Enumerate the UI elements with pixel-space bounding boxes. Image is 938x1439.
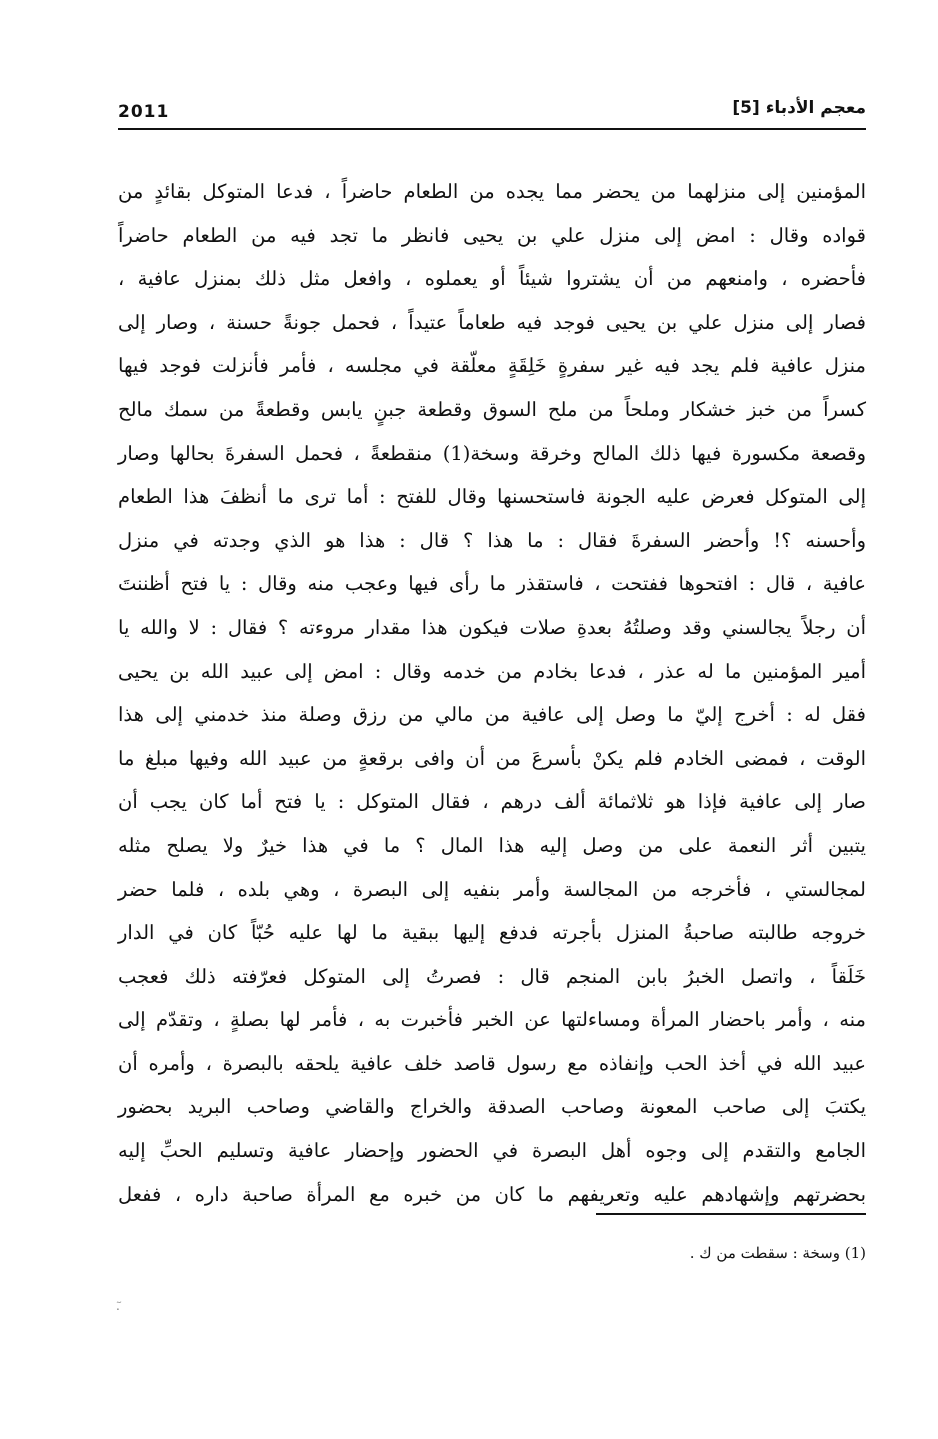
text-line: منه ، وأمر باحضار المرأة ومساءلتها عن الخبر فأخبرت به ، فأمر لها بصلةٍ ، وتقدّم إلى: [118, 1008, 866, 1032]
text-line: عبيد الله في أخذ الحب وإنفاذه مع رسول قاصد خلف عافية يلحقه بالبصرة ، وأمره أن: [118, 1051, 866, 1075]
body-text: [118, 170, 866, 1216]
footnote: (1) وسخة : سقطت من ك .: [689, 1244, 866, 1262]
footnote-rule: [596, 1213, 866, 1215]
text-line: وأحسنه ؟! وأحضر السفرةَ فقال : ما هذا ؟ قال : هذا هو الذي وجدته في منزل: [118, 528, 866, 552]
text-line: إلى المتوكل فعرض عليه الجونة فاستحسنها وقال للفتح : أما ترى ما أنظفَ هذا الطعام: [118, 485, 866, 509]
text-line: الوقت ، فمضى الخادم فلم يكنْ بأسرعَ من أن وافى برقعةٍ من عبيد الله وفيها مبلغ ما: [118, 746, 866, 770]
text-line: صار إلى عافية فإذا هو ثلاثمائة ألف درهم ، فقال المتوكل : يا فتح أما كان يجب أن: [118, 790, 866, 814]
text-line: فأحضره ، وامنعهم من أن يشتروا شيئاً أو يعملوه ، وافعل مثل ذلك بمنزل عافية ،: [118, 267, 866, 291]
text-line: خروجه طالبته صاحبةُ المنزل بأجرته فدفع إليها ببقية ما لها عليه حُبّاً كان في الدار: [118, 921, 866, 945]
text-line: وقصعة مكسورة فيها ذلك المالح وخرقة وسخة(1) منقطعةً ، فحمل السفرةَ بحالها وصار: [118, 441, 866, 465]
running-head: [118, 96, 866, 130]
text-line: فقل له : أخرج إليّ ما وصل إلى عافية من مالي من رزق وصلة منذ خدمني إلى هذا: [118, 703, 866, 727]
text-line: عافية ، قال : افتحوها ففتحت ، فاستقذر ما رأى فيها وعجب منه وقال : يا فتح أظننتَ: [118, 572, 866, 596]
text-line: أن رجلاً يجالسني وقد وصلتُهُ بعدةِ صلات فيكون هذا مقدار مروءته ؟ فقال : لا والله يا: [118, 615, 866, 639]
text-line: قواده وقال : امض إلى منزل علي بن يحيى فانظر ما تجد فيه من الطعام حاضراً: [118, 223, 866, 247]
page-number: 2011: [118, 102, 170, 122]
text-line: منزل عافية فلم يجد فيه غير سفرةٍ خَلِقَةٍ معلّقة في مجلسه ، فأمر فأنزلت فوجد فيها: [118, 354, 866, 378]
text-line: لمجالستي ، فأخرجه من المجالسة وأمر بنفيه إلى البصرة ، وهي بلده ، فلما حضر: [118, 877, 866, 901]
text-line: بحضرتهم وإشهادهم عليه وتعريفهم ما كان من خبره مع المرأة صاحبة داره ، ففعل: [118, 1182, 866, 1206]
header-rule: [118, 128, 866, 130]
text-line: فصار إلى منزل علي بن يحيى فوجد فيه طعاماً عتيداً ، فحمل جونةً حسنة ، وصار إلى: [118, 310, 866, 334]
text-line: خَلَقاً ، واتصل الخبرُ بابن المنجم قال : فصرتُ إلى المتوكل فعرّفته ذلك فعجب: [118, 964, 866, 988]
text-line: الجامع والتقدم إلى وجوه أهل البصرة في الحضور وإحضار عافية وتسليم الحبِّ إليه: [118, 1139, 866, 1163]
text-line: يكتبَ إلى صاحب المعونة وصاحب الصدقة والخراج والقاضي وصاحب البريد بحضور: [118, 1095, 866, 1119]
text-line: أمير المؤمنين ما له عذر ، فدعا بخادم من خدمه وقال : امض إلى عبيد الله بن يحيى: [118, 659, 866, 683]
text-line: كسراً من خبز خشكار وملحاً من ملح السوق وقطعة جبنٍ يابس وقطعةً من سمك مالح: [118, 397, 866, 421]
text-line: المؤمنين إلى منزلهما من يحضر مما يجده من الطعام حاضراً ، فدعا المتوكل بقائدٍ من: [118, 180, 866, 203]
stray-mark: ٓ.: [116, 1299, 120, 1313]
book-title: معجم الأدباء [5]: [732, 98, 866, 118]
text-line: يتبين أثر النعمة على من وصل إليه هذا المال ؟ ما في هذا خيرٌ ولا يصلح مثله: [118, 833, 866, 857]
